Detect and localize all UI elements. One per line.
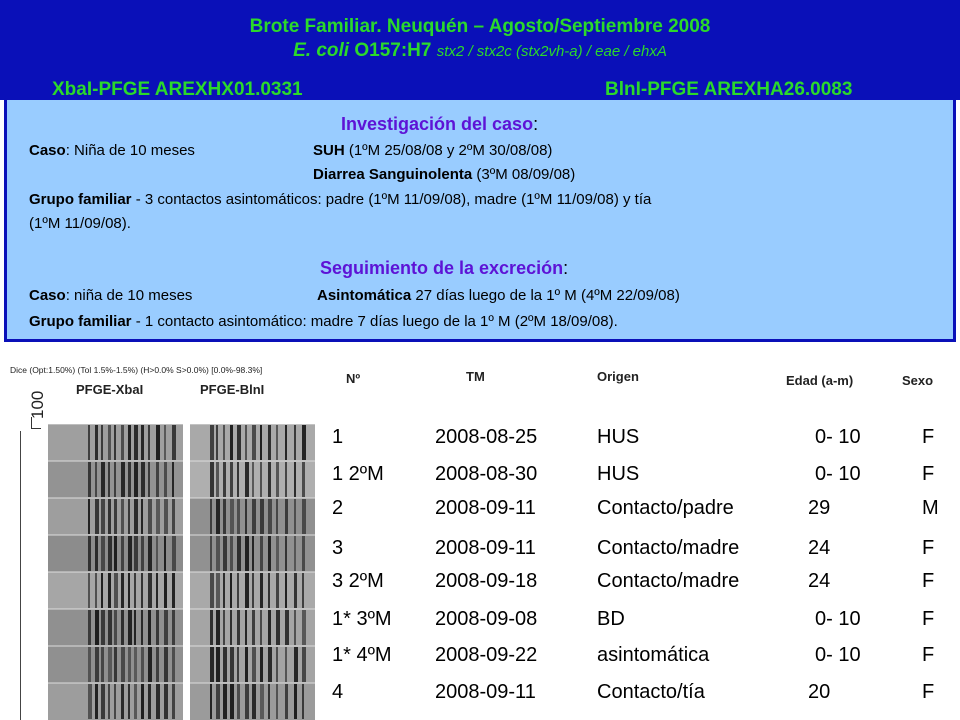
gel-band	[88, 573, 90, 608]
gel-band	[302, 573, 304, 608]
gel-band	[134, 573, 136, 608]
gel-band	[134, 684, 137, 719]
row-1-no: 1	[332, 426, 344, 448]
gel-band	[210, 536, 212, 571]
gel-band	[216, 462, 219, 497]
gel-band	[156, 610, 159, 645]
gel-band	[245, 536, 249, 571]
gel-band	[216, 610, 220, 645]
gel-band	[121, 610, 124, 645]
gel-band	[210, 684, 212, 719]
investigation-title: Investigación del caso:	[341, 114, 539, 134]
gel-band	[285, 536, 287, 571]
gel-band	[285, 499, 288, 534]
strain-species: E. coli	[293, 40, 350, 61]
gel-band	[114, 425, 116, 460]
gel-band	[114, 573, 118, 608]
gel-band	[108, 462, 110, 497]
gel-band	[223, 499, 226, 534]
row-7-edad: 0- 10	[815, 644, 861, 666]
row-1-tm: 2008-08-25	[435, 426, 538, 448]
gel-band	[134, 610, 136, 645]
gel-band	[216, 499, 220, 534]
gel-band	[95, 573, 97, 608]
gel-band	[260, 610, 262, 645]
row-7-tm: 2008-09-22	[435, 644, 538, 666]
gel-band	[294, 499, 296, 534]
gel-band	[252, 573, 254, 608]
gel-band	[95, 684, 98, 719]
row-7-no: 1* 4ºM	[332, 644, 392, 666]
gel-band	[172, 462, 174, 497]
gel-band	[172, 499, 175, 534]
row-3-no: 2	[332, 497, 344, 519]
gel-band	[156, 425, 160, 460]
gel-band	[252, 684, 256, 719]
gel-band	[141, 610, 143, 645]
gel-band	[114, 610, 117, 645]
gel-band	[114, 462, 116, 497]
gel-band	[260, 647, 263, 682]
gel-band	[114, 499, 117, 534]
gel-band	[294, 610, 296, 645]
row-6-no: 1* 3ºM	[332, 608, 392, 630]
column-header-edad: Edad (a-m)	[786, 373, 854, 388]
gel-band	[230, 684, 234, 719]
gel-band	[121, 462, 125, 497]
gel-band	[101, 610, 105, 645]
row-6-origen: BD	[597, 608, 625, 630]
row-6-tm: 2008-09-08	[435, 608, 538, 630]
row-8-sexo: F	[922, 681, 935, 703]
gel-band	[276, 647, 278, 682]
column-header-origen: Origen	[597, 369, 639, 384]
gel-band	[276, 536, 279, 571]
gel-band	[148, 462, 150, 497]
gel-band	[285, 684, 288, 719]
gel-band	[210, 425, 214, 460]
gel-band	[245, 610, 247, 645]
gel-band	[141, 573, 143, 608]
gel-band	[210, 462, 214, 497]
gel-band	[268, 425, 271, 460]
gel-band	[276, 425, 278, 460]
gel-band	[285, 462, 287, 497]
gel-band	[230, 573, 232, 608]
gel-band	[302, 684, 304, 719]
gel-band	[128, 684, 130, 719]
row-3-edad: 29	[808, 497, 831, 519]
gel-band	[164, 610, 168, 645]
gel-band	[252, 647, 256, 682]
gel-label-xbai: PFGE-XbaI	[76, 382, 144, 397]
gel-band	[134, 425, 138, 460]
gel-band	[108, 573, 111, 608]
gel-band	[216, 684, 220, 719]
diarrhea-line: Diarrea Sanguinolenta (3ºM 08/09/08)	[313, 166, 576, 183]
asymptomatic-line: Asintomática 27 días luego de la 1º M (4ºM 22/09/08)	[317, 287, 680, 304]
gel-band	[302, 425, 306, 460]
gel-band	[148, 573, 152, 608]
gel-band	[141, 499, 143, 534]
gel-band	[121, 499, 124, 534]
gel-band	[268, 647, 272, 682]
gel-band	[223, 425, 225, 460]
gel-band	[260, 499, 264, 534]
row-2-edad: 0- 10	[815, 463, 861, 485]
gel-band	[164, 573, 167, 608]
suh-line: SUH (1ºM 25/08/08 y 2ºM 30/08/08)	[313, 142, 553, 159]
gel-band	[88, 462, 91, 497]
gel-band	[260, 573, 263, 608]
gel-band	[164, 684, 168, 719]
gel-band	[245, 425, 247, 460]
column-header-tm: TM	[466, 369, 485, 384]
column-header-no: Nº	[346, 371, 361, 386]
gel-band	[148, 536, 152, 571]
gel-band	[230, 462, 233, 497]
gel-band	[210, 647, 214, 682]
gel-band	[88, 425, 90, 460]
gel-band	[108, 684, 110, 719]
gel-band	[148, 647, 152, 682]
gel-band	[245, 499, 247, 534]
gel-band	[172, 573, 175, 608]
strain-serotype: O157:H7	[354, 40, 432, 61]
gel-band	[108, 610, 112, 645]
gel-band	[121, 573, 124, 608]
gel-band	[95, 499, 99, 534]
gel-band	[101, 499, 105, 534]
gel-band	[164, 647, 168, 682]
gel-band	[134, 462, 138, 497]
case-line: Caso: Niña de 10 meses	[29, 142, 195, 159]
strain-line	[0, 40, 960, 62]
gel-band	[230, 647, 234, 682]
gel-band	[216, 425, 218, 460]
gel-band	[114, 647, 117, 682]
row-8-tm: 2008-09-11	[435, 681, 536, 703]
gel-band	[245, 462, 249, 497]
gel-band	[285, 573, 287, 608]
gel-band	[252, 499, 256, 534]
gel-band	[156, 647, 159, 682]
gel-band	[223, 573, 225, 608]
gel-band	[268, 536, 271, 571]
gel-band	[260, 684, 264, 719]
row-1-edad: 0- 10	[815, 426, 861, 448]
gel-band	[148, 499, 152, 534]
gel-band	[237, 499, 240, 534]
gel-band	[101, 647, 104, 682]
row-7-sexo: F	[922, 644, 935, 666]
gel-band	[128, 499, 130, 534]
gel-band	[237, 462, 239, 497]
gel-band	[302, 536, 305, 571]
gel-band	[216, 647, 220, 682]
gel-band	[252, 462, 254, 497]
gel-band	[252, 425, 256, 460]
gel-band	[134, 499, 138, 534]
gel-band	[210, 573, 214, 608]
gel-band	[164, 499, 168, 534]
gel-band	[276, 462, 279, 497]
gel-band	[156, 684, 160, 719]
gel-band	[101, 425, 103, 460]
gel-band	[128, 425, 131, 460]
gel-image-blni	[190, 424, 315, 720]
gel-band	[88, 684, 92, 719]
row-2-origen: HUS	[597, 463, 640, 485]
gel-band	[285, 610, 289, 645]
strain-genes: stx2 / stx2c (stx2vh-a) / eae / ehxA	[436, 43, 667, 60]
gel-band	[108, 536, 112, 571]
row-3-sexo: M	[922, 497, 939, 519]
gel-band	[252, 536, 254, 571]
row-3-origen: Contacto/padre	[597, 497, 734, 519]
outbreak-title: Brote Familiar. Neuquén – Agosto/Septiembre 2008	[249, 16, 711, 37]
gel-band	[128, 462, 131, 497]
gel-band	[230, 499, 234, 534]
gel-band	[172, 425, 176, 460]
gel-band	[302, 499, 306, 534]
gel-band	[230, 610, 232, 645]
gel-band	[134, 536, 138, 571]
gel-band	[285, 425, 287, 460]
gel-band	[237, 573, 239, 608]
gel-band	[268, 610, 271, 645]
gel-band	[128, 536, 132, 571]
gel-band	[156, 536, 158, 571]
gel-band	[268, 462, 271, 497]
gel-band	[237, 425, 241, 460]
gel-band	[156, 499, 160, 534]
row-6-edad: 0- 10	[815, 608, 861, 630]
row-4-origen: Contacto/madre	[597, 537, 740, 559]
gel-band	[223, 462, 226, 497]
gel-band	[108, 647, 112, 682]
gel-label-blni: PFGE-BlnI	[200, 382, 265, 397]
gel-band	[252, 610, 255, 645]
gel-band	[141, 536, 144, 571]
title-banner	[0, 0, 960, 100]
gel-band	[95, 536, 98, 571]
followup-title: Seguimiento de la excreción:	[320, 258, 569, 278]
row-5-sexo: F	[922, 570, 935, 592]
row-4-sexo: F	[922, 537, 935, 559]
gel-band	[156, 462, 159, 497]
gel-band	[223, 647, 227, 682]
gel-band	[216, 573, 220, 608]
row-1-origen: HUS	[597, 426, 640, 448]
gel-band	[302, 610, 306, 645]
row-4-no: 3	[332, 537, 344, 559]
gel-band	[121, 647, 125, 682]
row-5-edad: 24	[808, 570, 831, 592]
row-3-tm: 2008-09-11	[435, 497, 536, 519]
gel-band	[95, 425, 98, 460]
gel-band	[148, 425, 150, 460]
gel-band	[276, 684, 278, 719]
gel-band	[276, 610, 280, 645]
gel-band	[88, 647, 91, 682]
row-4-tm: 2008-09-11	[435, 537, 536, 559]
row-8-no: 4	[332, 681, 344, 703]
gel-band	[88, 536, 91, 571]
gel-band	[268, 573, 270, 608]
gel-band	[141, 647, 144, 682]
gel-band	[210, 499, 212, 534]
gel-band	[128, 573, 130, 608]
family-line: Grupo familiar - 3 contactos asintomáticos: padre (1ºM 11/09/08), madre (1ºM 11/09/08) y tía	[29, 191, 652, 208]
gel-band	[294, 647, 298, 682]
row-5-origen: Contacto/madre	[597, 570, 740, 592]
row-2-tm: 2008-08-30	[435, 463, 538, 485]
gel-band	[237, 610, 240, 645]
gel-band	[128, 610, 132, 645]
gel-band	[164, 462, 167, 497]
gel-band	[260, 425, 262, 460]
gel-band	[88, 610, 91, 645]
gel-band	[88, 499, 90, 534]
gel-band	[245, 647, 248, 682]
row-8-origen: Contacto/tía	[597, 681, 705, 703]
row-1-sexo: F	[922, 426, 935, 448]
gel-band	[148, 684, 151, 719]
row-8-edad: 20	[808, 681, 831, 703]
gel-band	[294, 536, 296, 571]
dendrogram-line	[20, 431, 21, 720]
column-header-sexo: Sexo	[902, 373, 934, 388]
gel-band	[268, 499, 272, 534]
gel-band	[101, 536, 105, 571]
gel-band	[237, 536, 241, 571]
gel-band	[260, 462, 262, 497]
case-info-box	[4, 100, 956, 342]
row-2-no: 1 2ºM	[332, 463, 384, 485]
gel-band	[245, 684, 249, 719]
row-6-sexo: F	[922, 608, 935, 630]
family-line-cont: (1ºM 11/09/08).	[29, 215, 131, 232]
gel-band	[164, 536, 166, 571]
gel-band	[302, 647, 306, 682]
gel-band	[230, 536, 233, 571]
gel-band	[121, 425, 124, 460]
gel-band	[294, 462, 296, 497]
gel-band	[302, 462, 305, 497]
gel-band	[172, 647, 175, 682]
gel-band	[95, 610, 99, 645]
gel-band	[95, 462, 97, 497]
gel-band	[276, 499, 278, 534]
gel-band	[141, 684, 144, 719]
gel-band	[95, 647, 99, 682]
gel-band	[210, 610, 213, 645]
similarity-scale: 100	[28, 390, 47, 419]
gel-band	[121, 684, 124, 719]
row-5-no: 3 2ºM	[332, 570, 384, 592]
row-5-tm: 2008-09-18	[435, 570, 538, 592]
gel-band	[134, 647, 137, 682]
followup-family-line: Grupo familiar - 1 contacto asintomático: madre 7 días luego de la 1º M (2ºM 18/09/08).	[29, 313, 618, 330]
gel-band	[172, 536, 176, 571]
gel-band	[101, 684, 105, 719]
gel-band	[294, 573, 297, 608]
gel-band	[237, 684, 240, 719]
gel-band	[101, 573, 103, 608]
gel-band	[294, 425, 296, 460]
gel-band	[285, 647, 287, 682]
gel-band	[268, 684, 270, 719]
gel-band	[216, 536, 220, 571]
dice-caption: Dice (Opt:1.50%) (Tol 1.5%-1.5%) (H>0.0% S>0.0%) [0.0%-98.3%]	[10, 365, 263, 375]
gel-band	[148, 610, 151, 645]
gel-band	[260, 536, 263, 571]
gel-band	[114, 536, 117, 571]
followup-case-line: Caso: niña de 10 meses	[29, 287, 193, 304]
gel-band	[223, 684, 227, 719]
gel-band	[114, 684, 116, 719]
gel-band	[101, 462, 105, 497]
blni-pattern: BlnI-PFGE AREXHA26.0083	[605, 79, 853, 100]
row-2-sexo: F	[922, 463, 935, 485]
row-7-origen: asintomática	[597, 644, 710, 666]
gel-image-xbai	[48, 424, 183, 720]
gel-band	[245, 573, 249, 608]
gel-band	[156, 573, 158, 608]
gel-band	[128, 647, 131, 682]
row-4-edad: 24	[808, 537, 831, 559]
gel-band	[172, 684, 175, 719]
gel-band	[164, 425, 166, 460]
gel-band	[230, 425, 233, 460]
gel-band	[276, 573, 279, 608]
gel-band	[223, 610, 225, 645]
pfge-figure	[0, 345, 960, 720]
gel-band	[237, 647, 239, 682]
gel-band	[223, 536, 227, 571]
scale-tick	[31, 417, 41, 429]
gel-band	[141, 425, 144, 460]
gel-band	[294, 684, 297, 719]
gel-band	[141, 462, 145, 497]
gel-band	[108, 425, 111, 460]
gel-band	[108, 499, 111, 534]
gel-band	[121, 536, 124, 571]
gel-band	[172, 610, 175, 645]
xbai-pattern: XbaI-PFGE AREXHX01.0331	[52, 79, 303, 100]
